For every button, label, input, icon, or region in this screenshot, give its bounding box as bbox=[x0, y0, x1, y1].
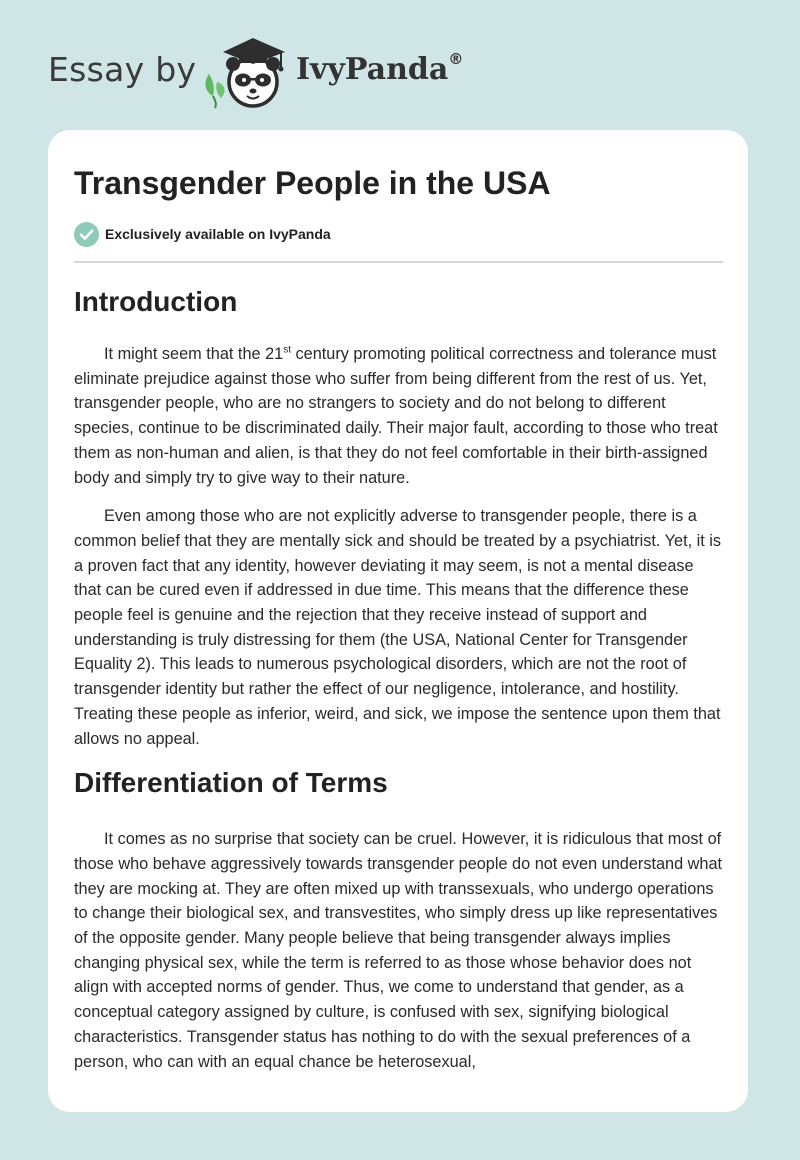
exclusive-badge bbox=[74, 221, 331, 247]
brand-prefix: Essay by bbox=[48, 50, 197, 89]
check-circle-icon bbox=[74, 222, 99, 247]
paragraph: It might seem that the 21st century promoting political correctness and tolerance must eliminate prejudice against those who suffer from being different from the rest of us. Yet, transgender people, who are no strangers to society and do not belong to different species, continue to be discriminated daily. Their major fault, according to those who treat them as non-human and alien, is that they do not feel comfortable in their birth-assigned body and simply try to give way to their nature. bbox=[74, 344, 718, 487]
brand-name: IvyPanda® bbox=[296, 50, 464, 87]
brand-header[interactable] bbox=[48, 30, 468, 110]
page-title: Transgender People in the USA bbox=[74, 165, 551, 201]
essay-body bbox=[74, 284, 723, 1088]
essay-card bbox=[48, 130, 748, 1112]
registered-mark: ® bbox=[448, 50, 464, 68]
section-heading-differentiation: Differentiation of Terms bbox=[74, 767, 388, 799]
panda-graduate-logo-icon bbox=[201, 34, 297, 110]
badge-text: Exclusively available on IvyPanda bbox=[105, 226, 331, 242]
paragraph: It comes as no surprise that society can be cruel. However, it is ridiculous that most of those who behave aggressively towards transgender people do not even understand what they are mocking at. They are often mixed up with transsexuals, who undergo operations to change their biological sex, and transvestites, who simply dress up like representatives of the opposite gender. Many people believe that being transgender always implies changing physical sex, while the term is referred to as those whose behavior does not align with accepted norms of gender. Thus, we come to understand that gender, as a conceptual category assigned by culture, is confused with sex, signifying biological characteristics. Transgender status has nothing to do with the sexual preferences of a person, who can with an equal chance be heterosexual, bbox=[74, 830, 723, 1071]
section-heading-introduction: Introduction bbox=[74, 286, 238, 317]
paragraph: Even among those who are not explicitly adverse to transgender people, there is a common belief that they are mentally sick and should be treated by a psychiatrist. Yet, it is a proven fact that any identity, however deviating it may seem, is not a mental disease that can be cured even if addressed in due time. This means that the difference these people feel is genuine and the rejection that they receive instead of support and understanding is truly distressing for them (the USA, National Center for Transgender Equality 2). This leads to numerous psychological disorders, which are not the root of transgender identity but rather the effect of our negligence, intolerance, and hostility. Treating these people as inferior, weird, and sick, we impose the sentence upon them that allows no appeal. bbox=[74, 507, 722, 748]
divider bbox=[74, 261, 723, 263]
